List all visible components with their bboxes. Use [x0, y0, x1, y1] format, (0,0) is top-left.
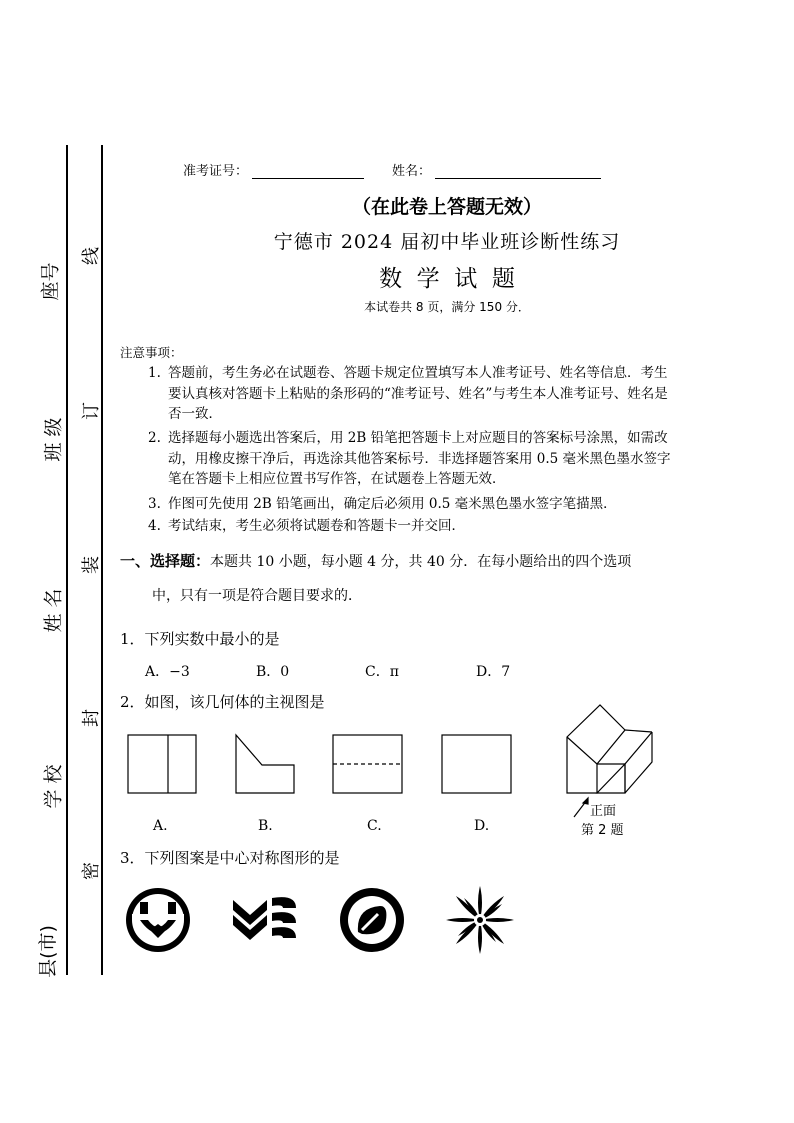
q3-option-b-figure	[233, 897, 296, 940]
note-item-4	[148, 516, 678, 537]
q3-option-d-figure	[446, 886, 514, 954]
note-item-1	[148, 363, 678, 425]
binding-line-left	[66, 145, 68, 975]
q2-option-c-figure	[333, 735, 402, 793]
q3-option-c-figure	[340, 888, 404, 952]
county-label: 县(市)	[36, 925, 59, 978]
note-num: 4.	[148, 518, 161, 534]
bind-word-zhuang: 装	[81, 556, 102, 574]
q3-figures	[0, 880, 794, 960]
question-1-stem: 1．下列实数中最小的是	[120, 630, 280, 648]
exam-number-field	[183, 160, 364, 179]
candidate-name-field	[392, 160, 601, 179]
bind-word-ding: 订	[81, 402, 102, 420]
q1-option-c: C．π	[365, 664, 399, 680]
q2-figures	[0, 700, 794, 840]
figure-caption: 第 2 题	[581, 823, 624, 838]
section-1-label: 一、选择题：	[120, 552, 211, 570]
q2-option-a: A.	[153, 818, 168, 834]
note-item-2	[148, 428, 678, 490]
bind-word-xian: 线	[81, 247, 102, 265]
name-label: 姓 名	[42, 588, 65, 633]
section-1-heading	[120, 550, 631, 571]
bind-word-mi: 密	[81, 862, 102, 880]
note-num: 3.	[148, 496, 161, 512]
note-text: 选择题每小题选出答案后，用 2B 铅笔把答题卡上对应题目的答案标号涂黑，如需改动，用橡皮擦干净后，再选涂其他答案标号．非选择题答案用 0.5 毫米黑色墨水签字笔在答题卡上相应位置书写作答，在试题卷上答题无效．	[168, 430, 671, 487]
note-num: 1.	[148, 365, 161, 381]
seat-label: 座号	[39, 262, 62, 301]
q2-option-b-figure	[236, 735, 294, 793]
question-2-stem: 2．如图，该几何体的主视图是	[120, 693, 325, 711]
exam-number-blank	[252, 164, 364, 179]
notes-heading: 注意事项：	[120, 345, 183, 360]
note-item-3	[148, 494, 678, 515]
question-3-stem: 3．下列图案是中心对称图形的是	[120, 849, 340, 867]
section-1-rule: 本题共 10 小题，每小题 4 分，共 40 分．在每小题给出的四个选项	[210, 554, 632, 570]
q2-option-b: B.	[258, 818, 273, 834]
invalid-notice: （在此卷上答题无效）	[351, 196, 542, 218]
front-view-label: 正面	[590, 804, 617, 819]
note-text: 答题前，考生务必在试题卷、答题卡规定位置填写本人准考证号、姓名等信息．考生要认真核对答题卡上粘贴的条形码的“准考证号、姓名”与考生本人准考证号、姓名是否一致．	[168, 365, 668, 422]
q2-option-a-figure	[128, 735, 196, 793]
exam-title: 宁德市 2024 届初中毕业班诊断性练习	[273, 231, 621, 253]
front-arrow-icon	[574, 798, 588, 817]
q2-solid-figure	[567, 705, 652, 793]
bind-word-feng: 封	[81, 709, 102, 727]
note-text: 作图可先使用 2B 铅笔画出，确定后必须用 0.5 毫米黑色墨水签字笔描黑．	[168, 496, 617, 512]
q1-option-d: D．7	[476, 664, 511, 680]
q3-option-a-figure	[126, 888, 190, 952]
candidate-name-label: 姓名：	[392, 164, 432, 179]
paper-info: 本试卷共 8 页，满分 150 分．	[364, 300, 530, 314]
q1-option-a: A．−3	[145, 664, 190, 680]
exam-number-label: 准考证号：	[183, 164, 249, 179]
candidate-name-blank	[435, 164, 601, 179]
note-num: 2.	[148, 430, 161, 446]
q2-option-d-figure	[442, 735, 511, 793]
q1-option-b: B．0	[256, 664, 290, 680]
school-label: 学 校	[42, 764, 65, 809]
q2-option-d: D.	[474, 818, 490, 834]
subject-title: 数 学 试 题	[379, 266, 515, 292]
seat-blank-line	[66, 155, 68, 255]
class-label: 班 级	[42, 417, 65, 462]
q2-option-c: C.	[367, 818, 382, 834]
note-text: 考试结束，考生必须将试题卷和答题卡一并交回．	[168, 518, 465, 534]
section-1-rule-cont: 中，只有一项是符合题目要求的．	[152, 588, 362, 604]
